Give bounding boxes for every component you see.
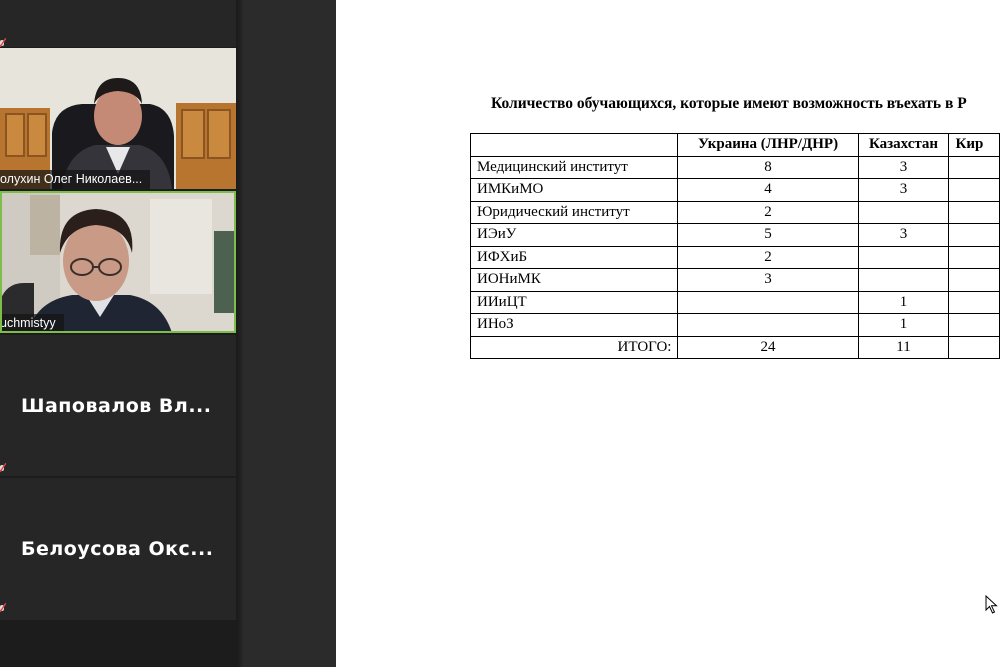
cell-kazakhstan (858, 269, 949, 292)
shared-document (336, 0, 1000, 667)
mic-muted-icon (0, 463, 6, 472)
cell-kyr (949, 201, 1000, 224)
cell-kyr (949, 224, 1000, 247)
cell-institute: Медицинский институт (471, 156, 678, 179)
gallery-shadow (238, 0, 244, 667)
table-row (471, 156, 1000, 179)
participant-video-2 (0, 191, 236, 333)
table-row (471, 269, 1000, 292)
participant-video-1 (0, 48, 236, 189)
total-kazakhstan: 11 (858, 336, 949, 359)
cell-institute: Юридический институт (471, 201, 678, 224)
cell-institute: ИИиЦТ (471, 291, 678, 314)
table-row (471, 179, 1000, 202)
cell-ukraine: 8 (678, 156, 858, 179)
header-cell-kazakhstan: Казахстан (858, 134, 949, 157)
table-row (471, 314, 1000, 337)
cell-kyr (949, 156, 1000, 179)
cell-kyr (949, 314, 1000, 337)
participant-gallery (0, 0, 238, 667)
participant-name: uchmistyy (0, 314, 64, 333)
participant-tile-top[interactable] (0, 0, 236, 47)
cell-ukraine: 2 (678, 246, 858, 269)
cell-institute: ИОНиМК (471, 269, 678, 292)
cell-ukraine: 2 (678, 201, 858, 224)
cell-kyr (949, 246, 1000, 269)
table-total-row (471, 336, 1000, 359)
cell-kazakhstan: 1 (858, 314, 949, 337)
cell-kazakhstan: 3 (858, 224, 949, 247)
cell-institute: ИЭиУ (471, 224, 678, 247)
header-cell-kyr: Кир (949, 134, 1000, 157)
cell-kazakhstan (858, 201, 949, 224)
participant-name: олухин Олег Николаев... (0, 170, 150, 189)
cell-ukraine: 5 (678, 224, 858, 247)
cell-institute: ИМКиМО (471, 179, 678, 202)
header-cell-institute (471, 134, 678, 157)
participant-video-tile-2[interactable] (0, 191, 236, 333)
mouse-cursor-icon (985, 595, 999, 615)
participant-name-tile-1[interactable] (0, 335, 236, 476)
mic-muted-icon (0, 603, 6, 612)
document-title: Количество обучающихся, которые имеют возможность въехать в Р (491, 95, 967, 112)
cell-ukraine (678, 314, 858, 337)
cell-kazakhstan: 1 (858, 291, 949, 314)
total-ukraine: 24 (678, 336, 858, 359)
table-row (471, 246, 1000, 269)
participant-name-tile-2[interactable] (0, 478, 236, 620)
cell-ukraine (678, 291, 858, 314)
students-table (470, 133, 1000, 359)
table-row (471, 201, 1000, 224)
header-cell-ukraine: Украина (ЛНР/ДНР) (678, 134, 858, 157)
participant-video-tile-1[interactable] (0, 48, 236, 189)
total-kyr (949, 336, 1000, 359)
participant-name: Белоусова Окс... (21, 538, 214, 560)
cell-kyr (949, 291, 1000, 314)
cell-kyr (949, 179, 1000, 202)
cell-kazakhstan: 3 (858, 156, 949, 179)
table-row (471, 291, 1000, 314)
cell-kyr (949, 269, 1000, 292)
participant-name: Шаповалов Вл... (21, 394, 212, 417)
cell-ukraine: 4 (678, 179, 858, 202)
table-row (471, 224, 1000, 247)
cell-ukraine: 3 (678, 269, 858, 292)
cell-institute: ИФХиБ (471, 246, 678, 269)
total-label: ИТОГО: (471, 336, 678, 359)
table-header-row (471, 134, 1000, 157)
cell-kazakhstan (858, 246, 949, 269)
mic-muted-icon (0, 38, 6, 47)
cell-kazakhstan: 3 (858, 179, 949, 202)
cell-institute: ИНоЗ (471, 314, 678, 337)
